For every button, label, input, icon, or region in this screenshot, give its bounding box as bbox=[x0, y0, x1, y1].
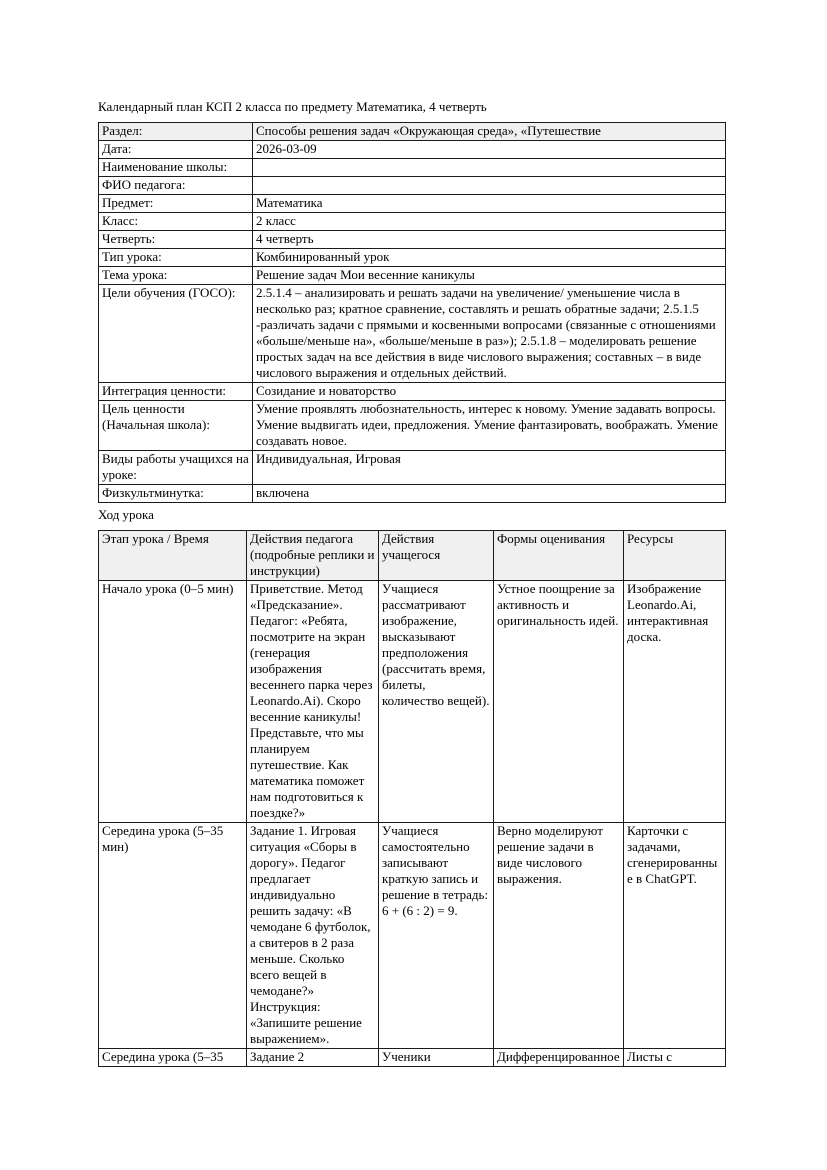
info-value-cell: 4 четверть bbox=[253, 231, 726, 249]
lesson-flow-table bbox=[98, 530, 726, 1067]
info-value-cell bbox=[253, 159, 726, 177]
lesson-row-clipped bbox=[99, 1049, 726, 1067]
cell-resources: Изображение Leonardo.Ai, интерактивная доска. bbox=[624, 581, 726, 823]
cell-student-actions: Учащиеся рассматривают изображение, высказывают предположения (рассчитать время, билеты, количество вещей). bbox=[379, 581, 494, 823]
info-row bbox=[99, 451, 726, 485]
cell-assessment: Верно моделируют решение задачи в виде числового выражения. bbox=[494, 823, 624, 1049]
info-row bbox=[99, 267, 726, 285]
info-value-cell: Комбинированный урок bbox=[253, 249, 726, 267]
info-label-cell: Четверть: bbox=[99, 231, 253, 249]
info-row bbox=[99, 485, 726, 503]
info-row bbox=[99, 249, 726, 267]
info-label-cell: Дата: bbox=[99, 141, 253, 159]
document-title: Календарный план КСП 2 класса по предмету Математика, 4 четверть bbox=[98, 99, 487, 114]
info-row bbox=[99, 123, 726, 141]
info-row bbox=[99, 159, 726, 177]
info-label-cell: ФИО педагога: bbox=[99, 177, 253, 195]
info-row bbox=[99, 401, 726, 451]
info-label-cell: Тип урока: bbox=[99, 249, 253, 267]
info-label-cell: Цели обучения (ГОСО): bbox=[99, 285, 253, 383]
info-label-cell: Физкультминутка: bbox=[99, 485, 253, 503]
info-row bbox=[99, 285, 726, 383]
cell-teacher-actions: Задание 1. Игровая ситуация «Сборы в дорогу». Педагог предлагает индивидуально решить задачу: «В чемодане 6 футболок, а свитеров в 2 раза меньше. Сколько всего вещей в чемодане?» Инструкция: «Запишите решение выражением». bbox=[247, 823, 379, 1049]
info-row bbox=[99, 195, 726, 213]
cell-teacher-actions: Приветствие. Метод «Предсказание». Педагог: «Ребята, посмотрите на экран (генерация изображения весеннего парка через Leonardo.Ai). Скоро весенние каникулы! Представьте, что мы планируем путешествие. Как математика поможет нам подготовиться к поездке?» bbox=[247, 581, 379, 823]
info-label-cell: Тема урока: bbox=[99, 267, 253, 285]
lesson-row bbox=[99, 823, 726, 1049]
info-value-cell: Решение задач Мои весенние каникулы bbox=[253, 267, 726, 285]
info-row bbox=[99, 383, 726, 401]
info-label-cell: Наименование школы: bbox=[99, 159, 253, 177]
info-value-cell: Способы решения задач «Окружающая среда», «Путешествие bbox=[253, 123, 726, 141]
info-row bbox=[99, 141, 726, 159]
column-header-resources: Ресурсы bbox=[624, 531, 726, 581]
cell-resources: Карточки с задачами, сгенерированные в ChatGPT. bbox=[624, 823, 726, 1049]
lesson-header-row bbox=[99, 531, 726, 581]
info-label-cell: Интеграция ценности: bbox=[99, 383, 253, 401]
info-value-cell: 2026-03-09 bbox=[253, 141, 726, 159]
info-row bbox=[99, 213, 726, 231]
cell-stage: Начало урока (0–5 мин) bbox=[99, 581, 247, 823]
cell-assessment: Дифференцированное bbox=[494, 1049, 624, 1067]
info-value-cell: Индивидуальная, Игровая bbox=[253, 451, 726, 485]
cell-student-actions: Учащиеся самостоятельно записывают краткую запись и решение в тетрадь: 6 + (6 : 2) = 9. bbox=[379, 823, 494, 1049]
info-value-cell: Умение проявлять любознательность, интерес к новому. Умение задавать вопросы. Умение выдвигать идеи, предложения. Умение фантазировать, воображать. Умение создавать новое. bbox=[253, 401, 726, 451]
info-value-cell: 2 класс bbox=[253, 213, 726, 231]
info-label-cell: Класс: bbox=[99, 213, 253, 231]
info-label-cell: Виды работы учащихся на уроке: bbox=[99, 451, 253, 485]
info-value-cell bbox=[253, 177, 726, 195]
column-header-stage: Этап урока / Время bbox=[99, 531, 247, 581]
cell-resources: Листы с bbox=[624, 1049, 726, 1067]
cell-teacher-actions: Задание 2 bbox=[247, 1049, 379, 1067]
info-label-cell: Цель ценности (Начальная школа): bbox=[99, 401, 253, 451]
column-header-student-actions: Действия учащегося bbox=[379, 531, 494, 581]
info-row bbox=[99, 231, 726, 249]
cell-assessment: Устное поощрение за активность и оригинальность идей. bbox=[494, 581, 624, 823]
section-heading: Ход урока bbox=[98, 507, 154, 522]
cell-stage: Середина урока (5–35 мин) bbox=[99, 823, 247, 1049]
column-header-assessment: Формы оценивания bbox=[494, 531, 624, 581]
lesson-info-table bbox=[98, 122, 726, 503]
info-label-cell: Предмет: bbox=[99, 195, 253, 213]
lesson-row bbox=[99, 581, 726, 823]
cell-stage: Середина урока (5–35 bbox=[99, 1049, 247, 1067]
cell-student-actions: Ученики bbox=[379, 1049, 494, 1067]
info-value-cell: 2.5.1.4 – анализировать и решать задачи на увеличение/ уменьшение числа в несколько раз; кратное сравнение, составлять и решать обратные задачи; 2.5.1.5 -различать задачи с прямыми и косвенными вопросами (связанные с отношениями «больше/меньше на», «больше/меньше в раз»); 2.5.1.8 – моделировать решение простых задач на все действия в виде числового выражения; составных – в виде числового выражения и отдельных действий. bbox=[253, 285, 726, 383]
info-row bbox=[99, 177, 726, 195]
info-value-cell: Созидание и новаторство bbox=[253, 383, 726, 401]
info-label-cell: Раздел: bbox=[99, 123, 253, 141]
info-value-cell: включена bbox=[253, 485, 726, 503]
column-header-teacher-actions: Действия педагога (подробные реплики и инструкции) bbox=[247, 531, 379, 581]
info-value-cell: Математика bbox=[253, 195, 726, 213]
